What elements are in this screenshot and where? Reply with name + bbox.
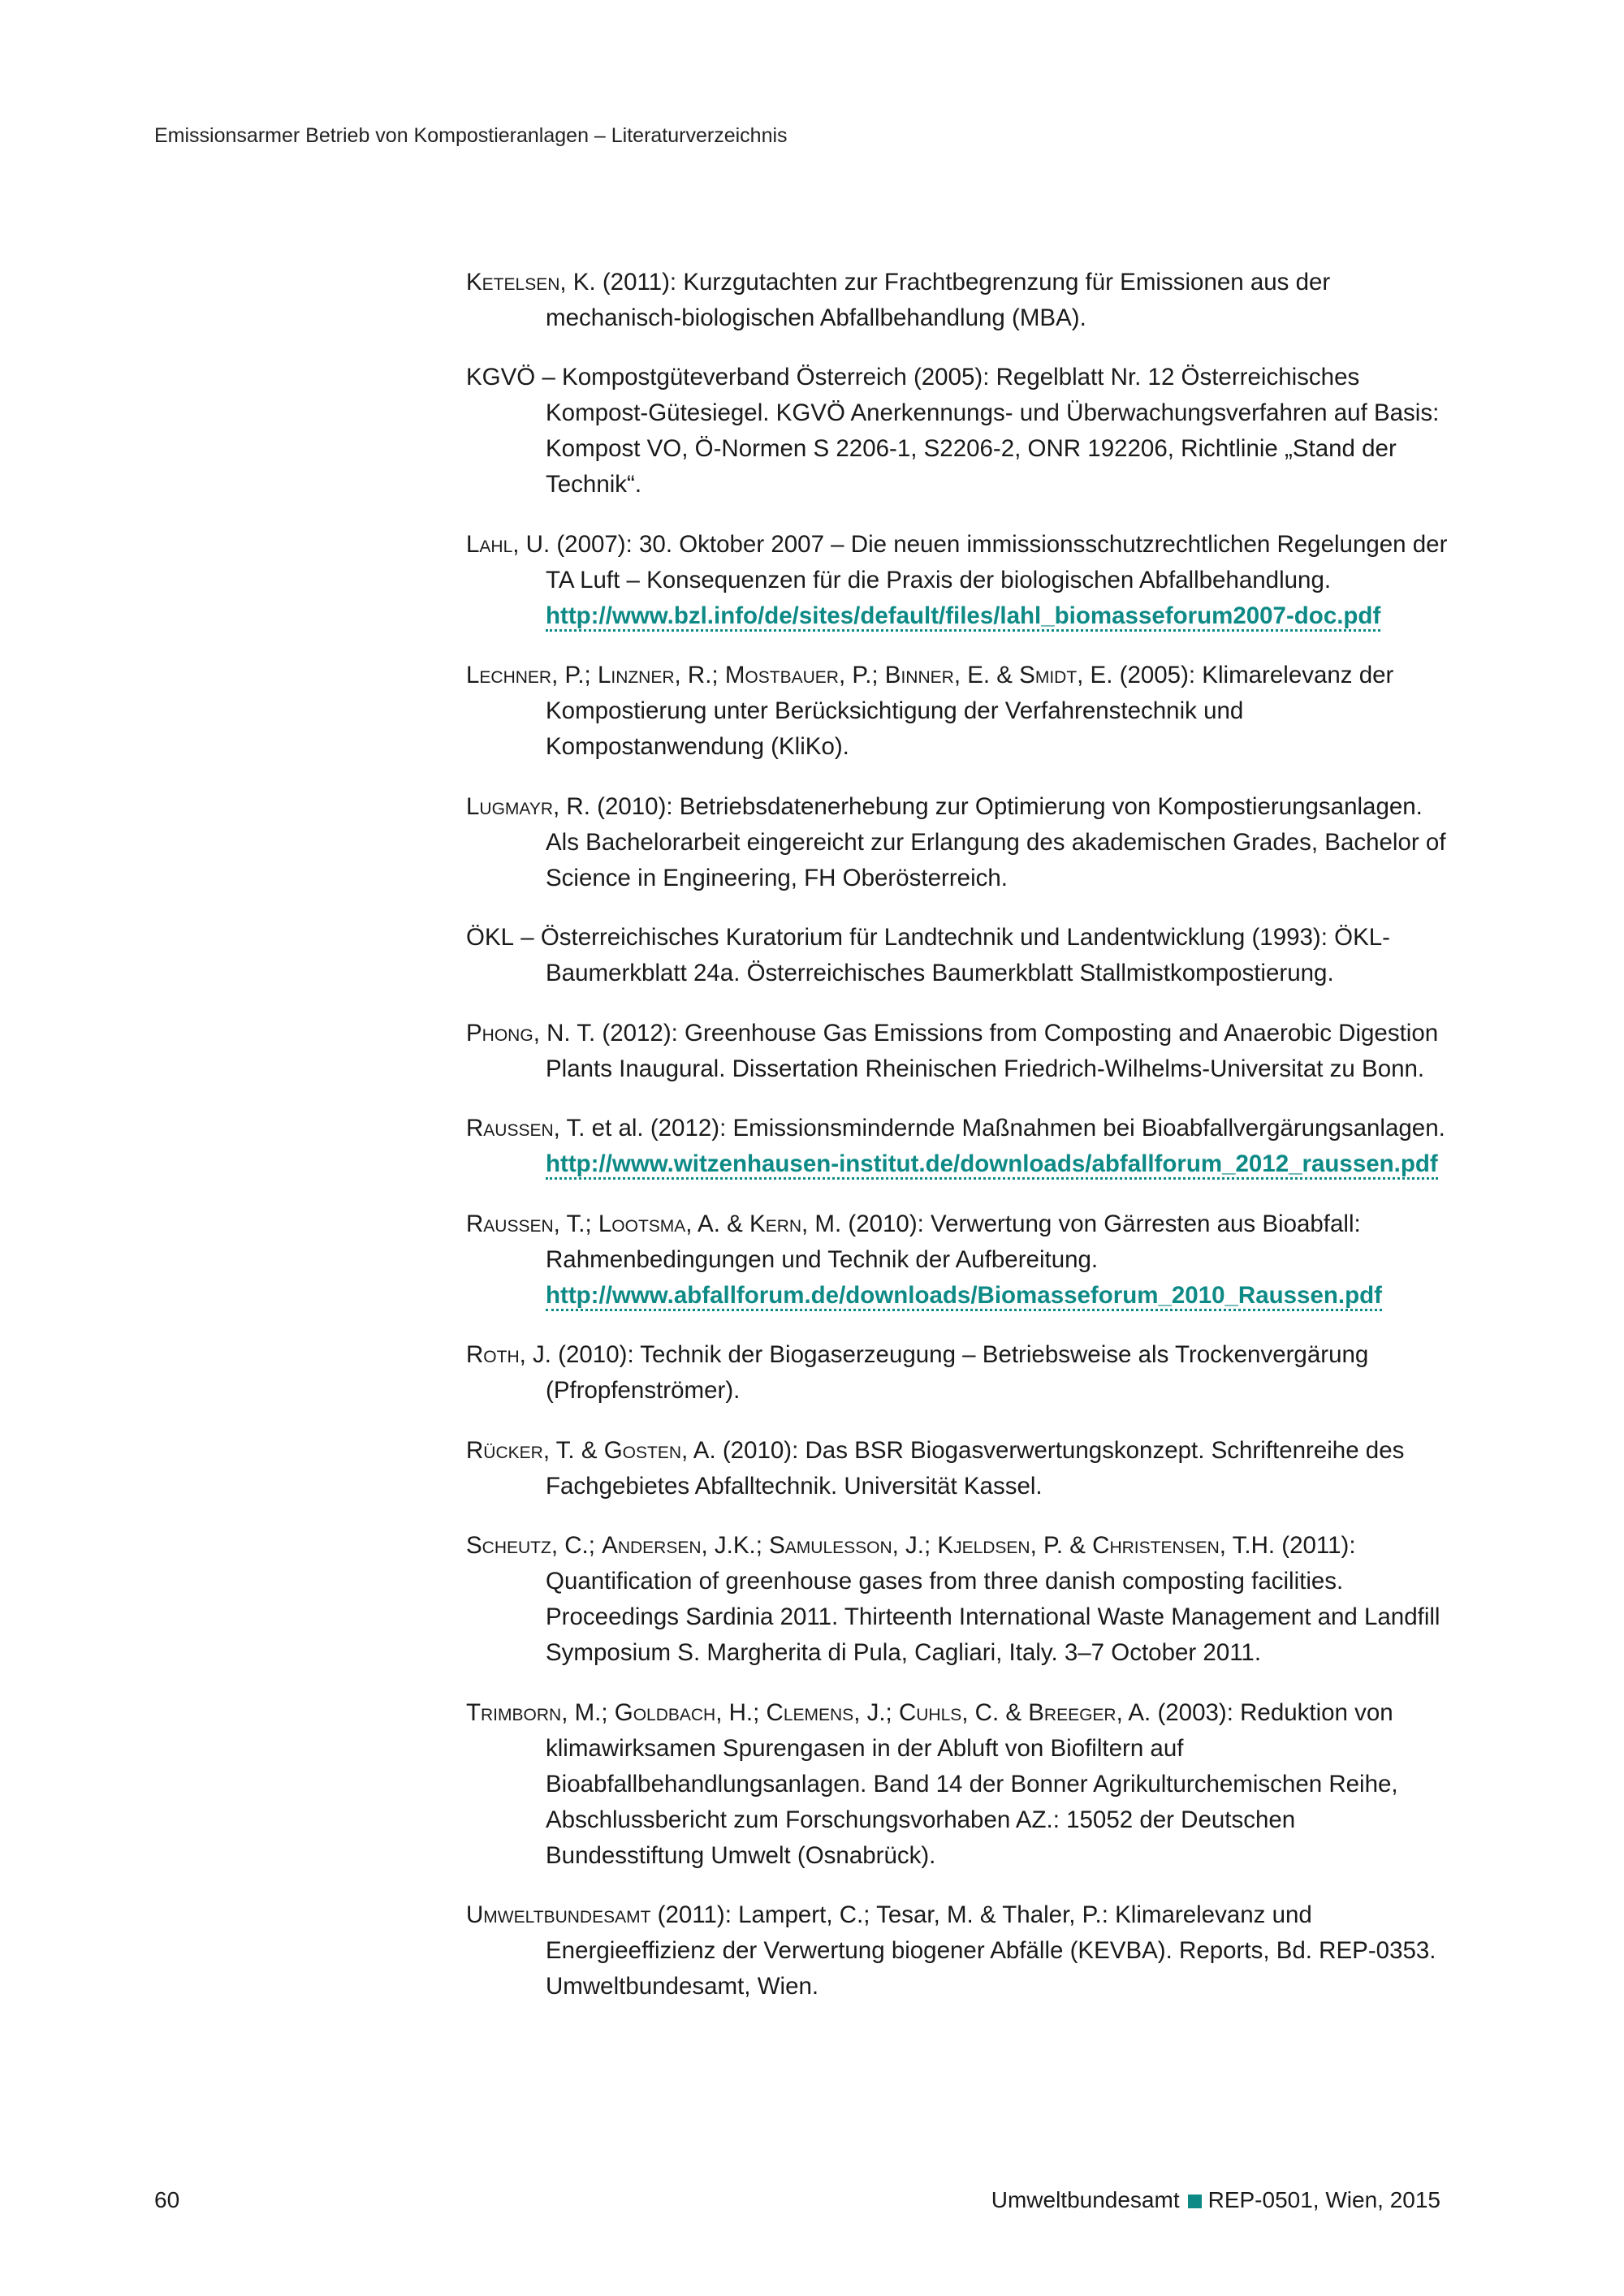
reference-item [466,1528,1457,1671]
reference-author: Rücker [466,1436,543,1464]
reference-text: , E. & [953,662,1020,688]
reference-author: Andersen [602,1532,702,1559]
reference-author: Smidt [1019,662,1078,688]
reference-item [466,920,1457,991]
reference-author: Mostbauer [724,662,839,688]
footer-publisher: Umweltbundesamt [991,2187,1180,2212]
reference-author: Breeger [1028,1698,1116,1726]
reference-text: , T. et al. (2012): Emissionsmindernde Maßnahmen bei Bioabfallvergärungsanlagen. [553,1115,1445,1142]
reference-text: – Kompostgüteverband Österreich (2005): Regelblatt Nr. 12 Österreichisches Kompost-Gütesiegel. KGVÖ Anerkennungs- und Überwachungsverfahren auf Basis: Kompost VO, Ö-Normen S 2206-1, S2206-2, ONR 192206, Richtlinie „Stand der Technik“. [535,364,1440,498]
square-bullet-icon [1188,2195,1202,2208]
reference-author: Binner [884,662,954,688]
reference-author: Raussen [466,1210,554,1237]
reference-item [466,1695,1457,1874]
reference-text: , M. (2010): Verwertung von Gärresten aus Bioabfall: Rahmenbedingungen und Technik der Aufbereitung. [546,1210,1361,1273]
reference-text: , P.; [838,662,885,688]
reference-author: Goldbach [614,1698,716,1726]
reference-item [466,1897,1457,2005]
reference-author: Kern [749,1210,802,1237]
reference-link[interactable]: http://www.bzl.info/de/sites/default/files/lahl_biomasseforum2007-doc.pdf [546,602,1380,632]
reference-item [466,658,1457,765]
reference-text: , J.K.; [701,1532,770,1559]
reference-text: , A. (2003): Reduktion von klimawirksamen Spurengasen in der Abluft von Biofiltern auf Bioabfallbehandlungsanlagen. Band 14 der Bonner Agrikulturchemischen Reihe, Abschlussbericht zum Forschungsvorhaben AZ.: 15052 der Deutschen Bundesstiftung Umwelt (Osnabrück). [546,1698,1398,1869]
reference-item [466,527,1457,634]
reference-author: Lahl [466,530,513,558]
reference-author: Lootsma [598,1210,686,1237]
reference-text: , T.; [553,1210,598,1237]
reference-text: , R.; [674,662,725,688]
reference-item [466,1206,1457,1314]
reference-text: , N. T. (2012): Greenhouse Gas Emissions from Composting and Anaerobic Digestion Plants Inaugural. Dissertation Rheinischen Friedrich-Wilhelms-Universitat zu Bonn. [533,1019,1439,1082]
reference-text: , A. & [685,1210,750,1237]
running-header: Emissionsarmer Betrieb von Kompostieranlagen – Literaturverzeichnis [154,124,788,147]
reference-link[interactable]: http://www.abfallforum.de/downloads/Biomasseforum_2010_Raussen.pdf [546,1282,1382,1311]
reference-text: , E. (2005): Klimarelevanz der Kompostierung unter Berücksichtigung der Verfahrenstechnik und Kompostanwendung (KliKo). [546,662,1394,760]
reference-text: , T.H. (2011): Quantification of greenhouse gases from three danish composting facilities. Proceedings Sardinia 2011. Thirteenth International Waste Management and Landfill Symposium S. Margherita di Pula, Cagliari, Italy. 3–7 October 2011. [546,1532,1440,1666]
reference-item [466,1337,1457,1409]
reference-author: Linzner [597,662,675,688]
reference-text: , J. (2010): Technik der Biogaserzeugung – Betriebsweise als Trockenvergärung (Pfropfenströmer). [519,1341,1369,1404]
reference-text: , P. & [1030,1532,1093,1559]
reference-list [466,240,1457,2022]
reference-author: Phong [466,1019,533,1047]
reference-text: , U. (2007): 30. Oktober 2007 – Die neuen immissionsschutzrechtlichen Regelungen der TA Luft – Konsequenzen für die Praxis der biologischen Abfallbehandlung. [512,530,1448,593]
reference-item [466,360,1457,503]
reference-author: Ketelsen [466,268,560,296]
reference-text: , P.; [551,662,598,688]
reference-text: , K. (2011): Kurzgutachten zur Frachtbegrenzung für Emissionen aus der mechanisch-biologischen Abfallbehandlung (MBA). [546,268,1331,331]
reference-text: , J.; [853,1698,899,1726]
reference-author: ÖKL [466,924,515,951]
reference-text: , H.; [715,1698,767,1726]
reference-text: (2011): Lampert, C.; Tesar, M. & Thaler, P.: Klimarelevanz und Energieeffizienz der Verwertung biogener Abfälle (KEVBA). Reports, Bd. REP-0353. Umweltbundesamt, Wien. [546,1901,1436,2000]
reference-item [466,1016,1457,1087]
reference-item [466,265,1457,336]
reference-item [466,789,1457,896]
reference-author: Christensen [1092,1532,1220,1559]
reference-item [466,1111,1457,1182]
reference-item [466,1433,1457,1504]
reference-author: Kjeldsen [937,1532,1030,1559]
reference-text: , M.; [561,1698,615,1726]
reference-text: , C. & [961,1698,1029,1726]
reference-text: , C.; [551,1532,603,1559]
footer-report: REP-0501, Wien, 2015 [1207,2187,1440,2212]
reference-text: , R. (2010): Betriebsdatenerhebung zur Optimierung von Kompostierungsanlagen. Als Bachelorarbeit eingereicht zur Erlangung des akademischen Grades, Bachelor of Science in Engineering, FH Oberösterreich. [546,792,1446,891]
reference-text: , J.; [892,1532,938,1559]
reference-author: Trimborn [466,1698,562,1726]
page-number: 60 [154,2187,180,2212]
reference-author: Cuhls [898,1698,962,1726]
reference-text: , A. (2010): Das BSR Biogasverwertungskonzept. Schriftenreihe des Fachgebietes Abfalltechnik. Universität Kassel. [546,1436,1405,1500]
reference-author: Gosten [603,1436,681,1464]
reference-author: Clemens [766,1698,854,1726]
reference-author: Samulesson [769,1532,892,1559]
reference-author: Raussen [466,1115,554,1142]
reference-text: – Österreichisches Kuratorium für Landtechnik und Landentwicklung (1993): ÖKL-Baumerkblatt 24a. Österreichisches Baumerkblatt Stallmistkompostierung. [514,924,1390,986]
reference-author: Umweltbundesamt [466,1901,651,1928]
reference-text: , T. & [542,1436,604,1464]
reference-author: Scheutz [466,1532,551,1559]
reference-author: Lechner [466,662,552,688]
reference-author: KGVÖ [466,364,536,391]
reference-author: Lugmayr [466,792,554,820]
reference-author: Roth [466,1341,520,1368]
footer-publication [991,2187,1440,2213]
reference-link[interactable]: http://www.witzenhausen-institut.de/downloads/abfallforum_2012_raussen.pdf [546,1150,1438,1180]
